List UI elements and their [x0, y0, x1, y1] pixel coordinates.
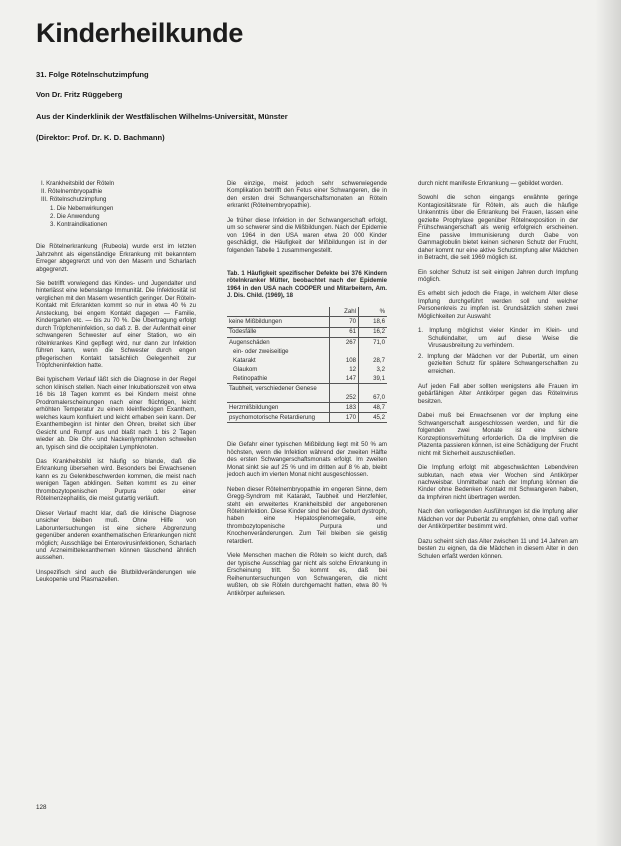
text-column-right	[418, 180, 578, 567]
row-percent: 71,0	[359, 337, 388, 347]
table-row	[227, 356, 387, 365]
row-label: Herzmißbildungen	[227, 403, 330, 413]
institution-line: Aus der Kinderklinik der Westfälischen Wilhelms-Universität, Münster	[36, 112, 288, 121]
body-paragraph: Dieser Verlauf macht klar, daß die klinische Diagnose unsicher bleiben muß. Ohne Hilfe von Laboruntersuchungen ist eine sichere Abgrenzung gegenüber anderen exanthematischen Erkrankungen nicht möglich; Ausschläge bei Enterovirusinfektionen, Scharlach und Arzneimittelexanthemen können täuschend ähnlich aussehen.	[36, 509, 196, 562]
text-column-left	[36, 180, 196, 591]
table-header-cell: %	[359, 307, 388, 317]
row-percent: 45,2	[359, 413, 388, 423]
body-paragraph: durch nicht manifeste Erkrankung — gebildet worden.	[418, 180, 563, 187]
row-count: 183	[330, 403, 359, 413]
row-label: ein- oder zweiseitige	[233, 347, 289, 355]
row-percent: 28,7	[359, 356, 388, 365]
page-number: 128	[36, 804, 47, 811]
row-percent: 67,0	[359, 393, 388, 403]
row-percent	[359, 384, 388, 394]
row-percent: 3,2	[359, 365, 388, 374]
body-paragraph: Dazu scheint sich das Alter zwischen 11 und 14 Jahren am besten zu eignen, da die Mädchen in diesem Alter in den Schulen erfaßt werden können.	[418, 537, 578, 560]
table-row	[227, 317, 387, 327]
body-paragraph: Das Krankheitsbild ist häufig so blande, daß die Erkrankung übersehen wird. Besonders bei Erwachsenen kann es zu Gelenkbeschwerden kommen, die meist nach wenigen Tagen abklingen. Selten kommt es zu einer thrombozytopenischen Purpura oder einer Rötelnenzephalitis, die meist gutartig verläuft.	[36, 458, 196, 503]
row-label: keine Mißbildungen	[227, 317, 330, 327]
body-paragraph: Die Rötelnerkrankung (Rubeola) wurde erst im letzten Jahrzehnt als eigenständige Erkrankung mit bekanntem Erreger abgegrenzt und von den Masern und Scharlach abgegrenzt.	[36, 243, 196, 273]
author-line: Von Dr. Fritz Rüggeberg	[36, 90, 123, 99]
body-paragraph: Bei typischem Verlauf läßt sich die Diagnose in der Regel schon klinisch stellen. Nach einer Inkubationszeit von etwa 16 bis 18 Tagen kommt es bei Kindern meist ohne Prodromalerscheinungen nach einer flüchtigen, leicht erhöhten Temperatur zu einem kleinfleckigen Exanthem, welches kaum konfluiert und leicht erhaben sein kann. Der Exanthembeginn ist hinter den Ohren, breitet sich über Gesicht und Rumpf aus und blaßt nach 1 bis 2 Tagen wieder ab. Die Ohr- und Nackenlymphknoten schwellen an, typisch sind die occipitalen Lymphknoten.	[36, 376, 196, 451]
body-paragraph: Die einzige, meist jedoch sehr schwerwiegende Komplikation betrifft den Fetus einer Schwangeren, die in den ersten drei Schwangerschaftsmonaten an Röteln erkrankt (Rötelnembryopathie).	[227, 180, 387, 210]
row-label: Retinopathie	[233, 374, 268, 382]
row-label: Taubheit, verschiedener Genese	[227, 384, 330, 394]
toc-subitem: 2. Die Anwendung	[50, 212, 100, 220]
defects-table	[227, 307, 387, 424]
body-paragraph: Die Impfung erfolgt mit abgeschwächten Lebendviren subkutan, nach etwa vier Wochen sind Antikörper nachweisbar. Unmittelbar nach der Impfung können die Kinder ohne Bedenken Kontakt mit Schwangeren haben, da Impfviren nicht übertragen werden.	[418, 464, 578, 501]
row-count: 170	[330, 413, 359, 423]
toc-subitem: 3. Kontraindikationen	[50, 221, 108, 229]
body-paragraph: Es erhebt sich jedoch die Frage, in welchem Alter diese Impfung durchgeführt werden soll und welcher Personenkreis zu impfen ist. Grundsätzlich stehen zwei Möglichkeiten zur Auswahl:	[418, 290, 578, 320]
row-percent: 48,7	[359, 403, 388, 413]
table-row	[227, 337, 387, 347]
numbered-item: 2. Impfung der Mädchen vor der Pubertät, um einen gezielten Schutz für spätere Schwangerschaften zu erreichen.	[418, 352, 578, 375]
row-percent: 39,1	[359, 374, 388, 384]
row-count: 108	[330, 356, 359, 365]
numbered-item: 1. Impfung möglichst vieler Kinder im Klein- und Schulkindalter, um auf diese Weise die Virusausbreitung zu verhindern.	[418, 327, 578, 350]
table-row	[227, 327, 387, 337]
table-row	[227, 403, 387, 413]
body-paragraph: Je früher diese Infektion in der Schwangerschaft erfolgt, um so schwerer sind die Mißbildungen. Nach der Epidemie von 1964 in den USA waren etwa 20 000 Kinder geschädigt, die Häufigkeit der Mißbildungen ist in der folgenden Tabelle 1 zusammengestellt.	[227, 216, 387, 254]
table-of-contents	[36, 180, 196, 229]
table-caption: Tab. 1 Häufigkeit spezifischer Defekte bei 376 Kindern rötelnkranker Mütter, beobachtet nach der Epidemie 1964 in den USA nach COOPER und Mitarbeitern, Am. J. Dis. Child. (1969), 18	[227, 270, 387, 300]
row-label: Katarakt	[233, 356, 256, 364]
row-percent: 16,2	[359, 327, 388, 337]
row-label: psychomotorische Retardierung	[227, 413, 330, 423]
row-count: 12	[330, 365, 359, 374]
table-header-cell	[227, 307, 330, 317]
row-label: Augenschäden	[227, 337, 330, 347]
table-row	[227, 347, 387, 356]
text-column-middle	[227, 180, 387, 604]
body-paragraph: Nach den vorliegenden Ausführungen ist die Impfung aller Mädchen vor der Pubertät zu empfehlen, ohne daß vorher der Antikörpertiter bestimmt wird.	[418, 508, 578, 531]
toc-item: I. Krankheitsbild der Röteln	[41, 180, 115, 187]
table-row	[227, 374, 387, 384]
body-paragraph: Auf jeden Fall aber sollten wenigstens alle Frauen im gebärfähigen Alter Antikörper gegen das Rötelnvirus besitzen.	[418, 382, 578, 405]
row-percent	[359, 347, 388, 356]
table-row	[227, 365, 387, 374]
row-label	[227, 393, 330, 403]
row-count: 61	[330, 327, 359, 337]
body-paragraph: Viele Menschen machen die Röteln so leicht durch, daß der typische Ausschlag gar nicht als solche Erkrankung in Erscheinung tritt. So kommt es, daß bei Reihenuntersuchungen von Schwangeren, die nicht wußten, ob sie Röteln durchgemacht hatten, etwa 80 % Antikörper aufwiesen.	[227, 552, 387, 597]
body-paragraph: Die Gefahr einer typischen Mißbildung liegt mit 50 % am höchsten, wenn die Infektion während der zweiten Hälfte des ersten Schwangerschaftsmonats erfolgt. Im zweiten Monat sinkt sie auf 25 % und im dritten auf 8 % ab, bleibt jedoch auch im vierten Monat nicht ausgeschlossen.	[227, 441, 387, 479]
body-paragraph: Neben dieser Rötelnembryopathie im engeren Sinne, dem Gregg-Syndrom mit Katarakt, Taubheit und Herzfehler, steht ein erweitertes Krankheitsbild der angeborenen Rötelninfektion. Diese Kinder sind bei der Geburt dystroph, haben eine Hepatosplenomegalie, eine thrombozytopenische Purpura und Knochenveränderungen. Zum Teil bleiben sie geistig retardiert.	[227, 485, 387, 545]
row-count: 70	[330, 317, 359, 327]
table-row	[227, 393, 387, 403]
row-count: 252	[330, 393, 359, 403]
body-paragraph: Sie betrifft vorwiegend das Kindes- und Jugendalter und hinterlässt eine lebenslange Immunität. Die Infektiosität ist verglichen mit den Masern wesentlich geringer. Der Röteln-Kontakt mit Erkrankten kommt so nur in etwa 40 % zu Ansteckung, bei engem Kontakt dagegen — Familie, Kindergarten etc. — bis zu 70 %. Die Übertragung erfolgt durch Tröpfcheninfektion, so daß z. B. der Aufenthalt einer schwangeren Schwester auf einer Station, wo ein rötelnkrankes Kind gepflegt wird, nur dann zur Infektion führen kann, wenn die Schwester durch engen pflegerischen Kontakt tatsächlich Gelegenheit zur Tröpfcheninfektion hatte.	[36, 280, 196, 370]
body-paragraph: Dabei muß bei Erwachsenen vor der Impfung eine Schwangerschaft ausgeschlossen werden, und für die folgenden zwei Monate ist eine sichere Konzeptionsverhütung erforderlich. Da die Impfviren die Plazenta passieren können, ist eine Schädigung der Frucht nicht mit Sicherheit auszuschließen.	[418, 412, 578, 457]
table-row	[227, 413, 387, 423]
toc-subitem: 1. Die Nebenwirkungen	[50, 204, 114, 212]
row-count	[330, 347, 359, 356]
body-paragraph: Ein solcher Schutz ist seit einigen Jahren durch Impfung möglich.	[418, 268, 578, 283]
table-row	[227, 384, 387, 394]
row-percent: 18,6	[359, 317, 388, 327]
table-header-row	[227, 307, 387, 317]
row-label: Todesfälle	[227, 327, 330, 337]
toc-item: III. Rötelnschutzimpfung	[41, 196, 107, 204]
director-line: (Direktor: Prof. Dr. K. D. Bachmann)	[36, 133, 165, 142]
page-title: Kinderheilkunde	[36, 18, 244, 48]
toc-item: II. Rötelnembryopathie	[41, 188, 103, 196]
series-line: 31. Folge Rötelnschutzimpfung	[36, 70, 149, 79]
row-count	[330, 384, 359, 394]
row-count: 147	[330, 374, 359, 384]
row-count: 267	[330, 337, 359, 347]
body-paragraph: Unspezifisch sind auch die Blutbildveränderungen wie Leukopenie und Plasmazellen.	[36, 568, 196, 584]
table-header-cell: Zahl	[330, 307, 359, 317]
body-paragraph: Sowohl die schon eingangs erwähnte geringe Kontagiositätsrate für Röteln, als auch die häufige Unkenntnis über die Erkrankung bei Frauen, lassen eine gezielte Prophylaxe gegenüber Rötelnexposition in der Frühschwangerschaft als wenig erfolgreich erscheinen. Eine passive Immunisierung durch Gabe von Gammaglobulin bietet keinen sicheren Schutz der Frucht, daher kommt nur eine aktive Schutzimpfung aller Mädchen in Betracht, die seit 1969 möglich ist.	[418, 194, 578, 262]
row-label: Glaukom	[233, 365, 258, 373]
